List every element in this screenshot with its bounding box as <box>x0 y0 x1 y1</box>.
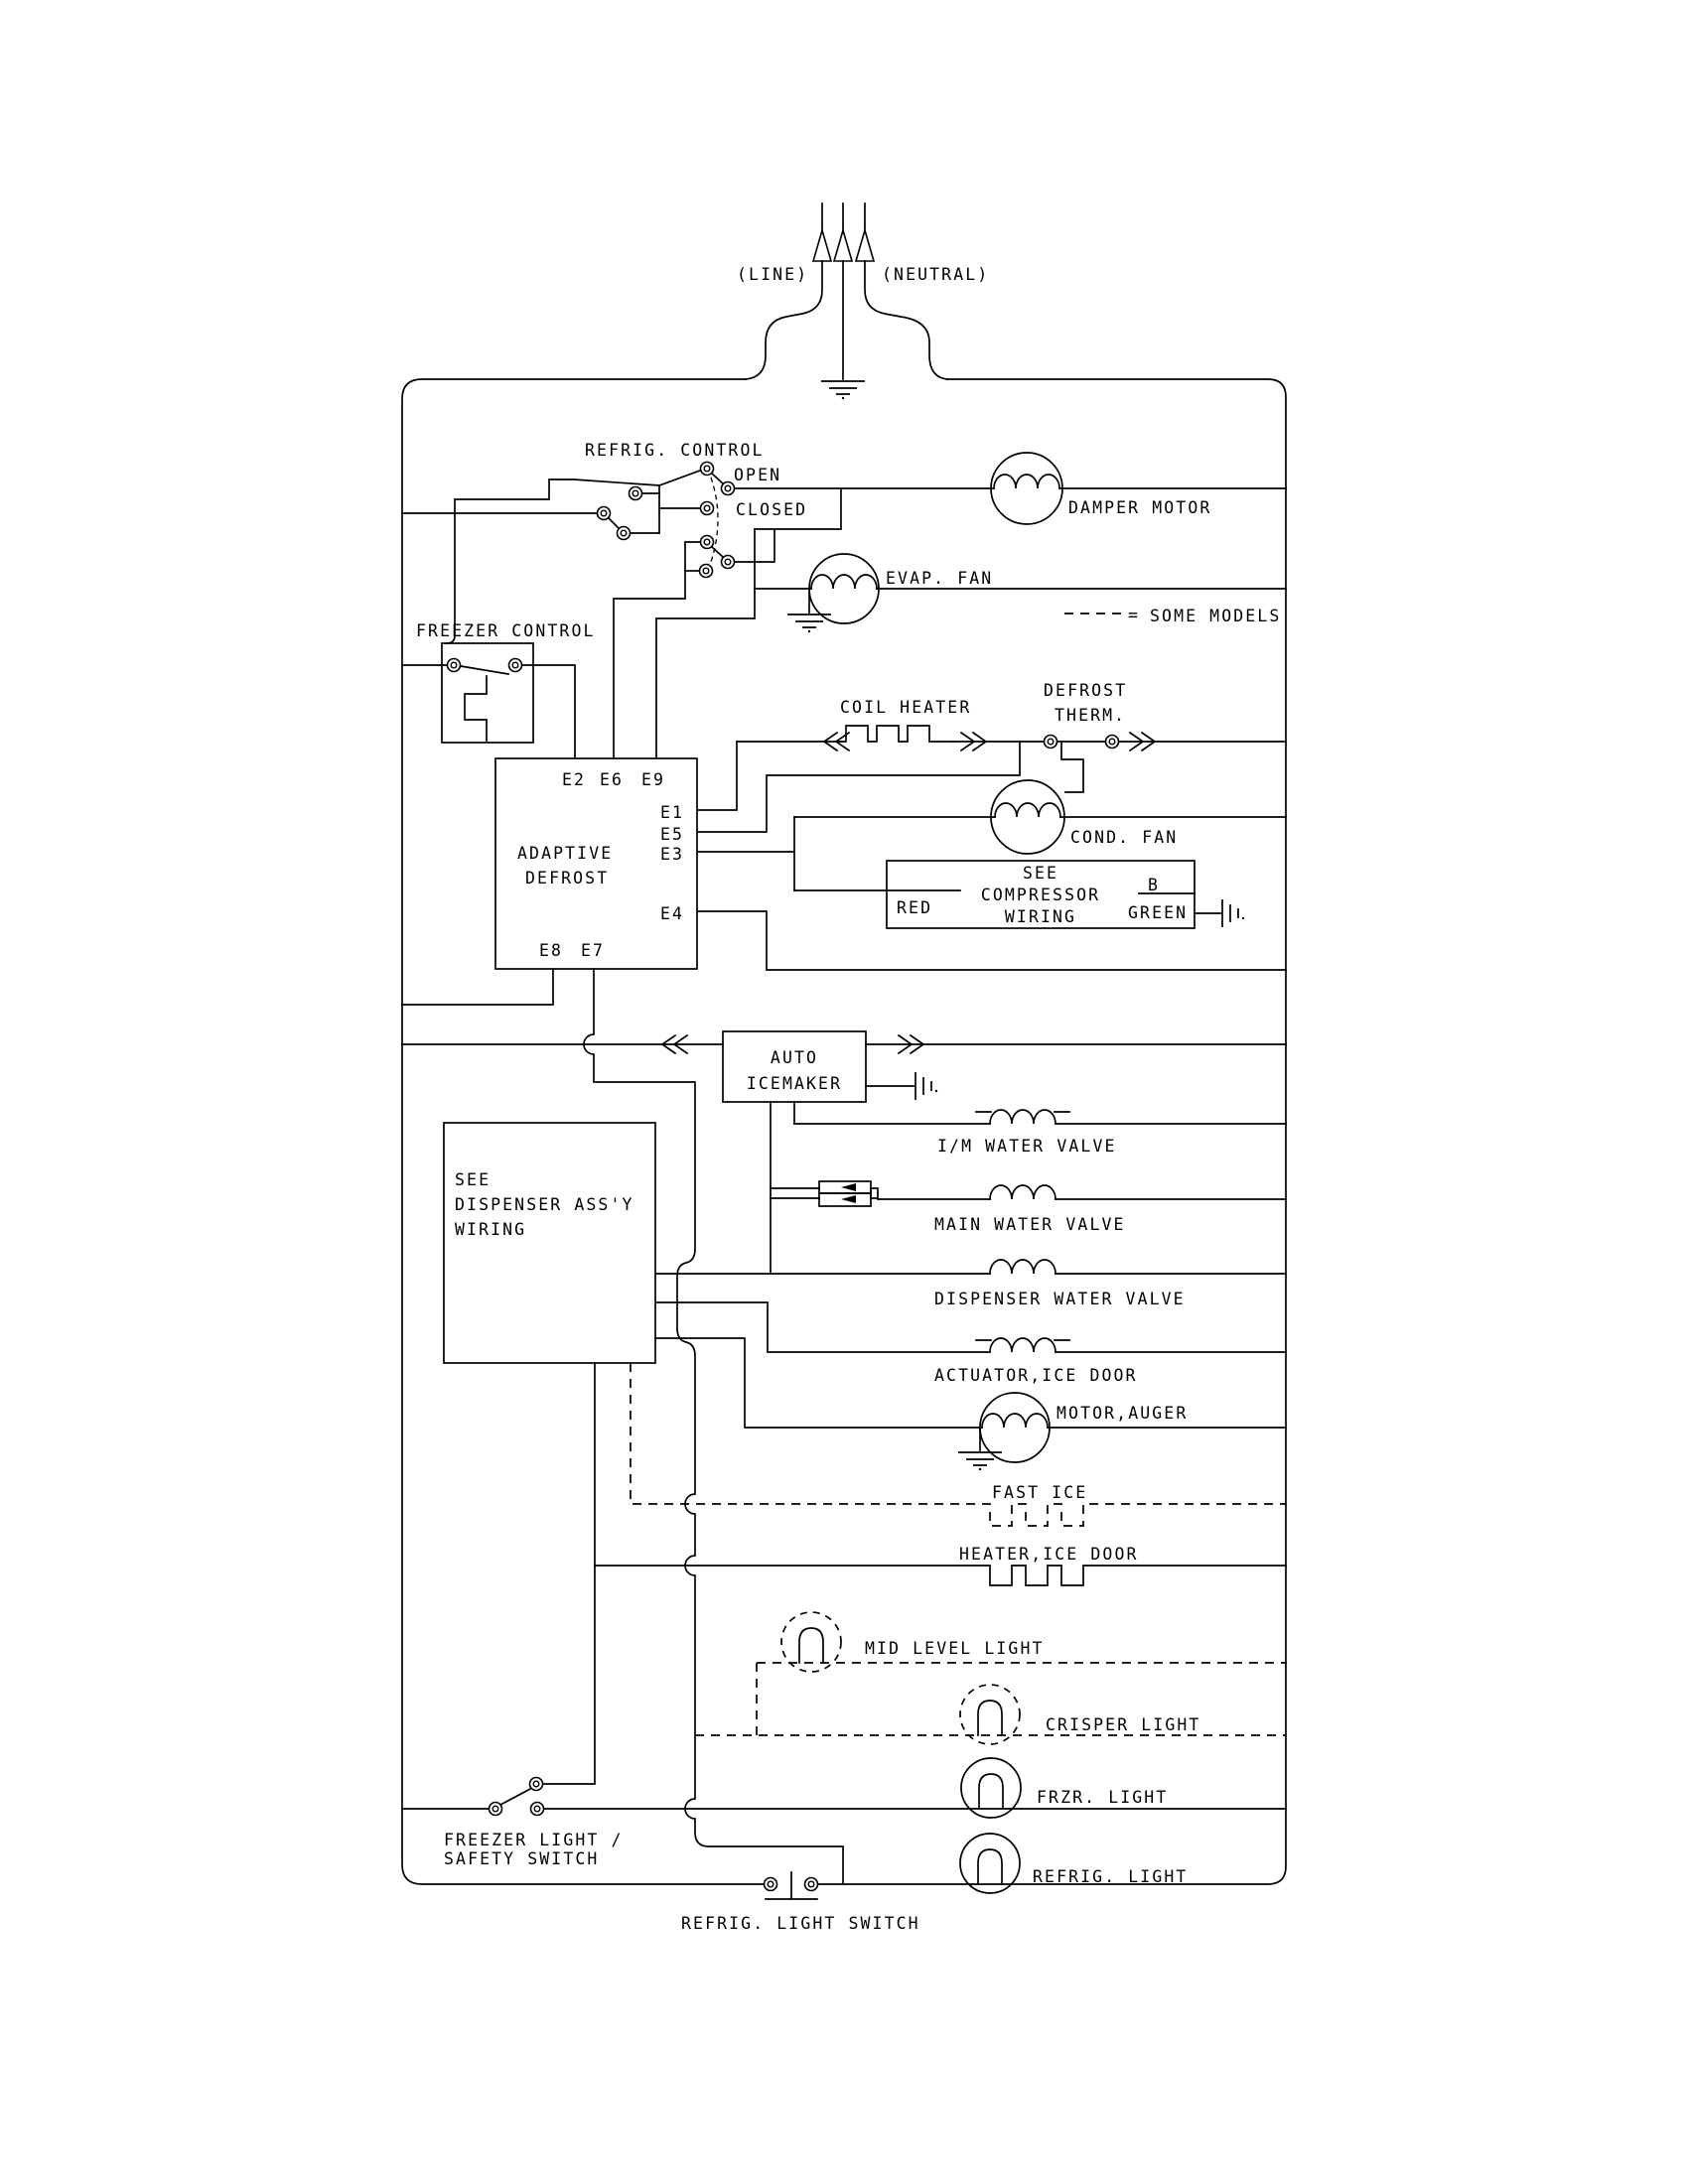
terminal-icon <box>490 1803 502 1816</box>
terminal-icon <box>701 463 714 476</box>
terminal-icon <box>509 659 522 672</box>
dispenser-assy-box <box>444 1123 655 1784</box>
pin-e1: E1 <box>660 803 685 822</box>
wire-heater-ice-door <box>595 1566 1286 1585</box>
therm-sensor <box>1061 742 1083 792</box>
label-freezer-light-switch-2: SAFETY SWITCH <box>444 1849 600 1868</box>
wire-freezer-control-to-e2 <box>522 665 575 758</box>
fast-ice-heater <box>631 1363 1286 1526</box>
label-dispenser-assy-2: DISPENSER ASS'Y <box>455 1195 634 1214</box>
e7-neutral-run <box>584 969 843 1884</box>
diode-tab <box>871 1188 878 1198</box>
dispenser-assy-rect <box>444 1123 655 1363</box>
terminal-icon <box>722 556 735 569</box>
label-cond-fan: COND. FAN <box>1070 828 1179 847</box>
coil-icon <box>990 1185 1055 1199</box>
outer-border <box>402 379 1286 1884</box>
label-compressor-2: COMPRESSOR <box>980 886 1101 904</box>
label-red: RED <box>897 898 933 917</box>
label-refrig-light: REFRIG. LIGHT <box>1033 1867 1189 1886</box>
wire-mid-level-dashed <box>757 1663 1286 1735</box>
coil-icon <box>990 1338 1055 1352</box>
terminal-icon <box>701 502 714 515</box>
wire-e1-to-heater <box>697 742 737 810</box>
label-frzr-light: FRZR. LIGHT <box>1037 1788 1169 1807</box>
label-compressor-1: SEE <box>1022 864 1059 883</box>
refrig-control-blade-open <box>712 474 723 483</box>
plug-prong-left <box>813 230 831 261</box>
label-dispenser-water-valve: DISPENSER WATER VALVE <box>934 1290 1186 1308</box>
damper-motor <box>735 453 1286 524</box>
label-dispenser-assy-1: SEE <box>455 1170 492 1189</box>
terminal-icon <box>531 1803 544 1816</box>
wire-fast-ice-dashed <box>631 1363 1286 1526</box>
ground-chassis-icon <box>915 1072 937 1100</box>
diode-arrow-icon <box>841 1183 856 1191</box>
wire-e3-junction <box>697 817 794 890</box>
wire-e6-up <box>614 542 685 758</box>
coil-icon <box>994 475 1059 488</box>
terminal-icon <box>722 482 735 495</box>
terminal-icon <box>701 536 714 549</box>
coil-heater <box>697 698 1286 810</box>
pin-e8: E8 <box>539 941 564 960</box>
pin-e3: E3 <box>660 845 685 864</box>
label-evap-fan: EVAP. FAN <box>886 569 994 588</box>
wire-actuator-line <box>655 1302 1286 1352</box>
coil-icon <box>990 1260 1055 1274</box>
plug-prong-mid <box>834 230 852 261</box>
pin-e7: E7 <box>581 941 606 960</box>
label-motor-auger: MOTOR,AUGER <box>1056 1404 1189 1423</box>
coil-icon <box>982 1414 1048 1428</box>
wire-e4-out <box>697 911 1286 970</box>
im-water-valve <box>794 1110 1286 1156</box>
label-defrost: DEFROST <box>525 869 610 887</box>
coil-icon <box>990 1110 1055 1124</box>
legend-equals: = <box>1128 606 1141 624</box>
label-refrig-control: REFRIG. CONTROL <box>585 441 765 460</box>
pin-e6: E6 <box>600 770 625 789</box>
terminal-icon <box>630 487 642 500</box>
terminal-icon <box>765 1878 777 1891</box>
cond-fan-circle <box>991 780 1064 854</box>
ground-earth-icon <box>821 381 865 399</box>
terminal-icon <box>1106 736 1119 749</box>
heater-element <box>841 726 953 742</box>
actuator-ice-door <box>655 1302 1286 1385</box>
ground-earth-icon <box>958 1452 1002 1470</box>
wire-e7-long-vertical <box>584 969 843 1884</box>
label-fast-ice: FAST ICE <box>992 1483 1088 1502</box>
wire-dispenser-box-to-switch <box>543 1363 595 1784</box>
label-adaptive: ADAPTIVE <box>517 844 614 863</box>
label-open: OPEN <box>734 466 782 484</box>
evap-fan <box>656 529 1286 758</box>
heater-ice-door <box>595 1545 1286 1585</box>
label-coil-heater: COIL HEATER <box>840 698 972 717</box>
ground-chassis-icon <box>1222 899 1244 927</box>
label-b: B <box>1148 876 1161 894</box>
terminal-icon <box>805 1878 818 1891</box>
label-refrig-light-switch: REFRIG. LIGHT SWITCH <box>681 1914 920 1933</box>
motor-auger <box>655 1338 1286 1470</box>
legend-label: SOME MODELS <box>1150 607 1282 625</box>
label-freezer-light-switch-1: FREEZER LIGHT / <box>444 1831 624 1849</box>
label-heater-ice-door: HEATER,ICE DOOR <box>959 1545 1139 1564</box>
terminal-icon <box>530 1778 543 1791</box>
freezer-control-thermostat <box>465 676 487 741</box>
legend-some-models <box>1064 606 1281 625</box>
pin-e2: E2 <box>562 770 587 789</box>
freezer-light-switch-blade <box>500 1789 530 1805</box>
label-main-water-valve: MAIN WATER VALVE <box>934 1215 1126 1234</box>
terminal-icon <box>618 527 631 540</box>
label-closed: CLOSED <box>736 500 808 519</box>
label-icemaker-1: AUTO <box>770 1048 819 1067</box>
diode-pack <box>771 1181 878 1206</box>
label-defrost-therm-2: THERM. <box>1055 706 1127 725</box>
label-dispenser-assy-3: WIRING <box>455 1220 527 1239</box>
freezer-control-blade <box>461 666 508 674</box>
refrig-control-linkage <box>711 478 718 562</box>
coil-icon <box>995 803 1060 817</box>
terminal-icon <box>700 565 713 578</box>
terminal-icon <box>1045 736 1057 749</box>
coil-icon <box>811 575 877 589</box>
crisper-light <box>695 1685 1286 1744</box>
adaptive-defrost-rect <box>495 758 697 969</box>
label-freezer-control: FREEZER CONTROL <box>416 621 596 640</box>
mid-level-light <box>757 1612 1286 1735</box>
label-mid-level-light: MID LEVEL LIGHT <box>865 1639 1045 1658</box>
label-line: (LINE) <box>737 265 809 284</box>
evap-fan-circle <box>809 554 879 623</box>
refrig-control-switch <box>402 441 841 643</box>
freezer-control <box>402 621 596 758</box>
auto-icemaker <box>402 1031 1286 1274</box>
wire-e5-to-therm <box>697 742 1020 832</box>
border-left-bottom <box>402 379 764 1884</box>
wire-evap-branch <box>656 529 755 758</box>
label-icemaker-2: ICEMAKER <box>746 1074 843 1093</box>
pin-e9: E9 <box>641 770 666 789</box>
diode-arrow-icon <box>841 1195 856 1203</box>
label-actuator-ice-door: ACTUATOR,ICE DOOR <box>934 1366 1138 1385</box>
power-plug <box>737 204 989 399</box>
plug-prong-right <box>856 230 874 261</box>
pin-e5: E5 <box>660 825 685 844</box>
plug-prong-stems <box>822 204 865 230</box>
label-crisper-light: CRISPER LIGHT <box>1046 1715 1201 1734</box>
label-damper-motor: DAMPER MOTOR <box>1068 498 1212 517</box>
label-defrost-therm-1: DEFROST <box>1044 681 1128 700</box>
wire-bracket-to-open-contact <box>659 471 700 485</box>
wire-step-common <box>447 479 659 643</box>
pin-e4: E4 <box>660 904 685 923</box>
terminal-icon <box>448 659 461 672</box>
wire-e8-out <box>402 969 553 1005</box>
terminal-icon <box>598 507 611 520</box>
label-im-water-valve: I/M WATER VALVE <box>937 1137 1117 1156</box>
main-water-valve <box>878 1185 1286 1234</box>
label-green: GREEN <box>1128 903 1189 922</box>
cond-fan <box>697 780 1286 890</box>
compressor-box <box>794 861 1244 928</box>
freezer-light-safety-switch <box>444 1778 624 1869</box>
label-compressor-3: WIRING <box>1004 907 1077 926</box>
damper-motor-circle <box>991 453 1062 524</box>
refrig-light-switch <box>681 1872 920 1933</box>
refrig-control-blade-lower <box>609 518 619 528</box>
dispenser-water-valve <box>655 1260 1286 1308</box>
border-right <box>818 379 1286 1884</box>
label-neutral: (NEUTRAL) <box>882 265 990 284</box>
